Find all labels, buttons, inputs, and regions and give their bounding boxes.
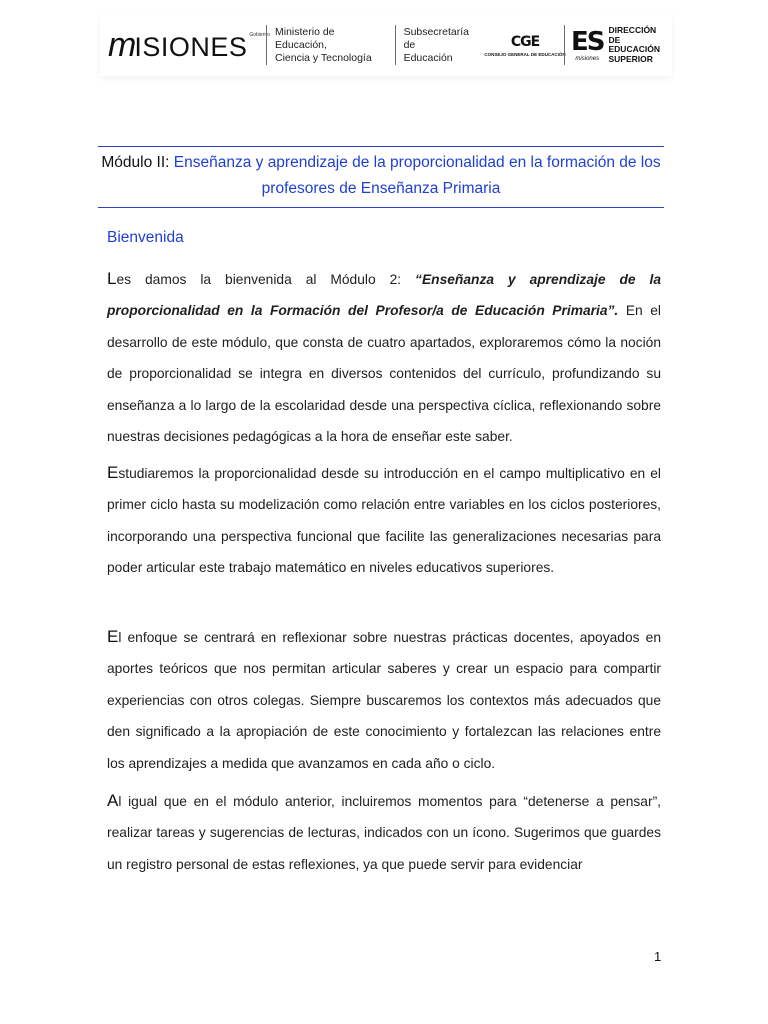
ministry-line-2: Ciencia y Tecnología [274, 51, 372, 64]
logo-m-glyph: m [108, 26, 135, 64]
misiones-logo [108, 26, 270, 64]
des-line-3: SUPERIOR [608, 53, 653, 64]
cge-logo [486, 34, 564, 57]
module-title-main: Enseñanza y aprendizaje de la proporcionalidad en la formación de los profesores de Enseñanza Primaria [173, 154, 661, 197]
initial-cap: E [107, 463, 119, 482]
subsec-line-1: Subsecretaría de [403, 25, 469, 51]
page-number: 1 [654, 949, 662, 964]
des-signature: misiones [575, 55, 600, 62]
cge-mark: CGE [510, 33, 540, 50]
ministry-label [267, 26, 395, 65]
des-mark [571, 26, 604, 62]
subsecretaria-label [396, 26, 486, 65]
paragraph-2-text: studiaremos la proporcionalidad desde su introducción en el campo multiplicativo en el primer ciclo hasta su modelización como relación entre variables en los ciclos posteriores, incorporando una perspectiva funcional que facilite las generalizaciones necesarias para poder articular este trabajo matemático en niveles educativos superiores. [107, 466, 661, 576]
initial-cap: E [107, 627, 119, 646]
title-top-rule [98, 146, 664, 147]
paragraph-4-text: l igual que en el módulo anterior, incluiremos momentos para “detenerse a pensar”, realizar tareas y sugerencias de lecturas, indicados con un ícono. Sugerimos que guardes un registro personal de estas reflexiones, ya que puede servir para evidenciar [107, 794, 661, 872]
initial-cap: A [107, 791, 119, 810]
des-label [609, 26, 673, 64]
ministry-line-1: Ministerio de Educación, [274, 25, 335, 51]
paragraph-1-rest: En el desarrollo de este módulo, que consta de cuatro apartados, exploraremos cómo la noción de proporcionalidad se integra en diversos contenidos del currículo, profundizando su enseñanza a lo largo de la escolaridad desde una perspectiva cíclica, reflexionando sobre nuestras decisiones pedagógicas a la hora de enseñar este saber. [107, 303, 661, 445]
section-heading: Bienvenida [107, 229, 184, 246]
module-title-prefix: Módulo II: [101, 154, 174, 171]
paragraph-2 [107, 457, 661, 584]
logo-superscript: Gobierno [249, 32, 270, 38]
initial-cap: L [107, 269, 117, 288]
paragraph-3-text: l enfoque se centrará en reflexionar sobre nuestras prácticas docentes, apoyados en aportes teóricos que nos permitan articular saberes y crear un espacio para compartir experiencias con otros colegas. Siempre buscaremos los contextos más adecuados que den significado a la apropiación de este conocimiento y fortalezcan las relaciones entre los aprendizajes a medida que avanzamos en cada año o ciclo. [107, 630, 661, 771]
subsec-line-2: Educación [403, 51, 453, 64]
module-name-emphasis: “Enseñanza y aprendizaje de la proporcionalidad en la Formación del Profesor/a de Educación Primaria”. [107, 272, 661, 319]
document-header [100, 14, 672, 76]
title-bottom-rule [98, 207, 664, 208]
logo-wordmark: ISIONES [134, 32, 248, 62]
des-line-2: DE EDUCACIÓN [608, 34, 660, 54]
cge-caption: CONSEJO GENERAL DE EDUCACIÓN [484, 51, 566, 57]
paragraph-3 [107, 621, 661, 779]
des-logo [565, 26, 672, 64]
module-title [98, 150, 664, 202]
des-glyph: ES [571, 26, 604, 57]
paragraph-4 [107, 785, 661, 880]
paragraph-1-lead: es damos la bienvenida al Módulo 2: [116, 272, 416, 287]
paragraph-1 [107, 263, 661, 452]
des-line-1: DIRECCIÓN [608, 25, 657, 35]
